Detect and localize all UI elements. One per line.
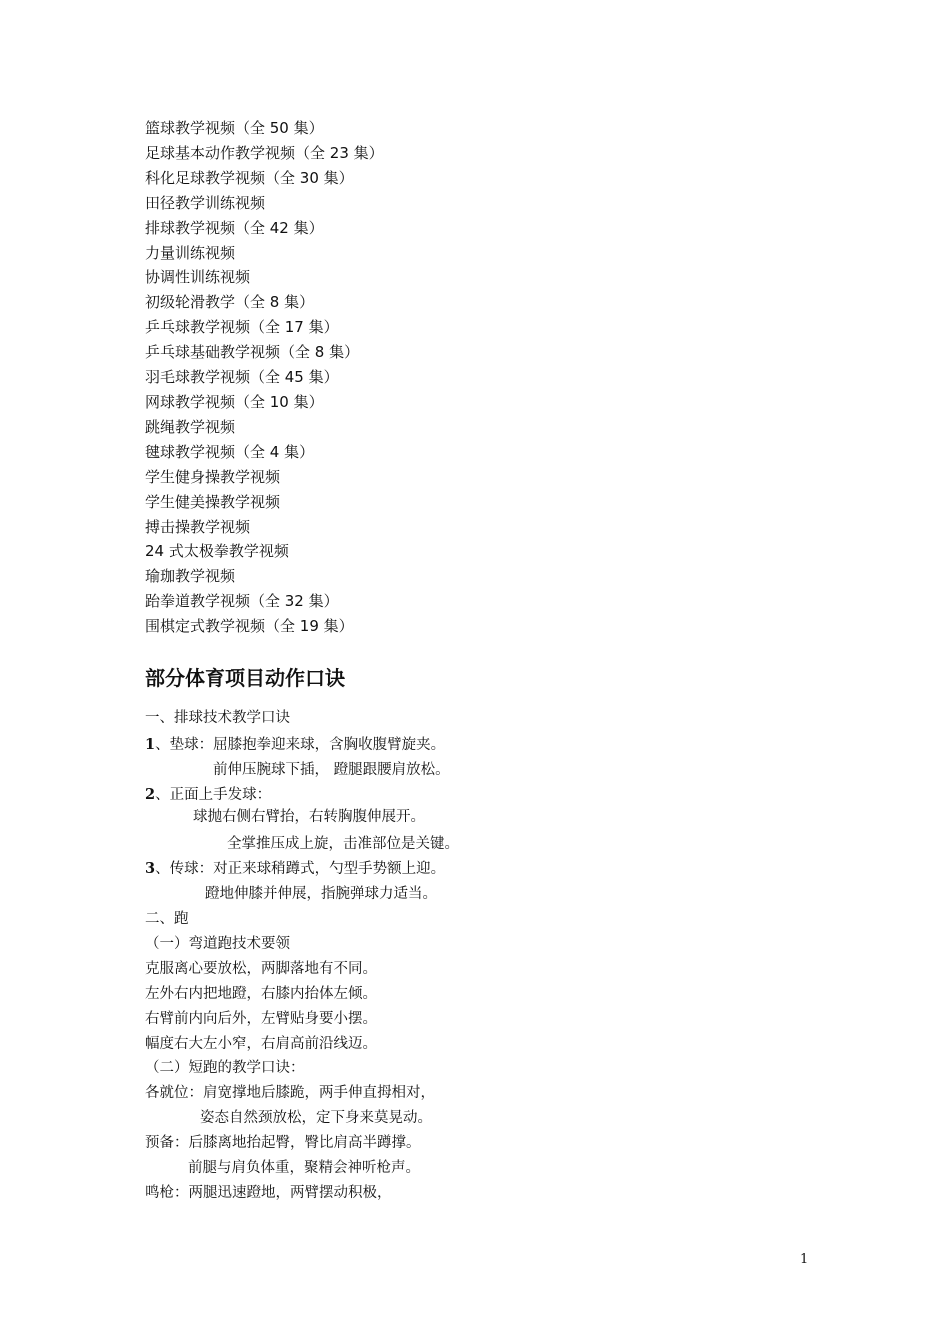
item-number: 1: [145, 736, 156, 753]
video-list-item: 科化足球教学视频（全 30 集）: [145, 168, 354, 187]
video-list: [145, 116, 384, 639]
text-line: 各就位：肩宽撑地后膝跪，两手伸直拇相对，: [145, 1085, 435, 1101]
video-list-item: 排球教学视频（全 42 集）: [145, 218, 324, 237]
video-list-item: 毽球教学视频（全 4 集）: [145, 442, 315, 461]
video-list-item: 力量训练视频: [145, 243, 236, 262]
page-number: 1: [800, 1252, 809, 1267]
video-list-item: 协调性训练视频: [145, 268, 251, 287]
video-list-item: 乒乓球基础教学视频（全 8 集）: [145, 343, 360, 362]
text-line: 右臂前内向后外，左臂贴身要小摆。: [145, 1011, 377, 1027]
text-line: 左外右内把地蹬，右膝内抬体左倾。: [145, 986, 377, 1002]
heading-volleyball: 一、排球技术教学口诀: [145, 710, 290, 726]
text-line: [145, 859, 445, 879]
text-line: 预备：后膝离地抬起臀，臀比肩高半蹲撑。: [145, 1135, 421, 1151]
line-text: 、传球：对正来球稍蹲式，勺型手势额上迎。: [155, 861, 446, 877]
video-list-item: 跳绳教学视频: [145, 417, 236, 436]
video-list-item: 围棋定式教学视频（全 19 集）: [145, 617, 354, 636]
video-list-item: 乒乓球教学视频（全 17 集）: [145, 318, 339, 337]
video-list-item: 网球教学视频（全 10 集）: [145, 392, 324, 411]
line-text: 、正面上手发球：: [155, 787, 272, 803]
heading-running: 二、跑: [145, 911, 189, 927]
subheading-sprint: （二）短跑的教学口诀：: [145, 1060, 305, 1076]
video-list-item: 学生健美操教学视频: [145, 492, 281, 511]
text-line: 克服离心要放松，两脚落地有不同。: [145, 961, 377, 977]
video-list-item: 篮球教学视频（全 50 集）: [145, 119, 324, 137]
video-list-item: 羽毛球教学视频（全 45 集）: [145, 368, 339, 387]
video-list-item: 跆拳道教学视频（全 32 集）: [145, 592, 339, 611]
text-line: 蹬地伸膝并伸展，指腕弹球力适当。: [205, 886, 437, 902]
text-line: 前伸压腕球下插， 蹬腿跟腰肩放松。: [213, 762, 450, 778]
text-line: 鸣枪：两腿迅速蹬地，两臂摆动积极，: [145, 1185, 392, 1201]
video-list-item: 搏击操教学视频: [145, 517, 251, 536]
video-list-item: 田径教学训练视频: [145, 193, 266, 212]
text-line: [145, 785, 271, 805]
item-number: 2: [145, 786, 156, 803]
video-list-item: 24 式太极拳教学视频: [145, 542, 289, 561]
text-line: [145, 735, 445, 755]
section-title: 部分体育项目动作口诀: [145, 666, 345, 690]
video-list-item: 初级轮滑教学（全 8 集）: [145, 293, 315, 312]
line-text: 、垫球：屈膝抱拳迎来球，含胸收腹臂旋夹。: [155, 737, 446, 753]
subheading-curve-running: （一）弯道跑技术要领: [145, 936, 290, 952]
text-line: 幅度右大左小窄，右肩高前沿线迈。: [145, 1036, 377, 1052]
item-number: 3: [145, 860, 156, 877]
video-list-item: 学生健身操教学视频: [145, 467, 281, 486]
text-line: 球抛右侧右臂抬，右转胸腹伸展开。: [193, 809, 425, 825]
video-list-item: 瑜珈教学视频: [145, 567, 236, 586]
video-list-item: 足球基本动作教学视频（全 23 集）: [145, 143, 384, 162]
text-line: 全掌推压成上旋，击准部位是关键。: [227, 836, 459, 852]
text-line: 前腿与肩负体重，聚精会神听枪声。: [188, 1160, 420, 1176]
text-line: 姿态自然颈放松，定下身来莫晃动。: [200, 1110, 432, 1126]
